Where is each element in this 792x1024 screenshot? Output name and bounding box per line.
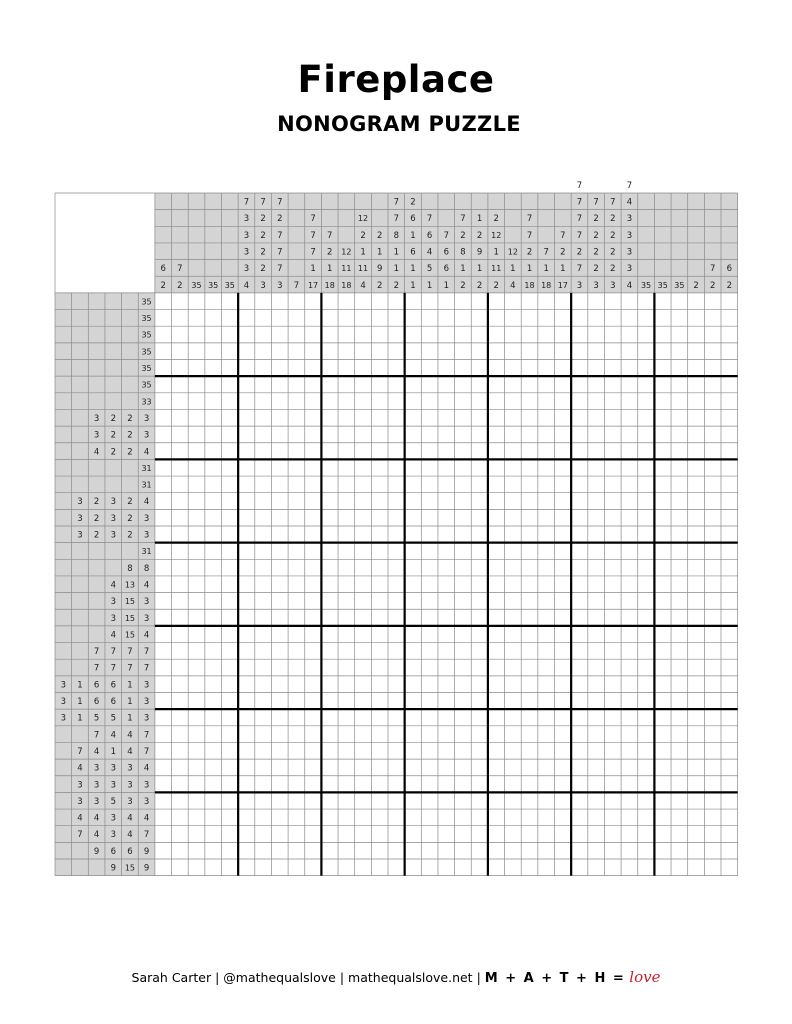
row-clue-number: 35 [141, 380, 152, 390]
column-clue-number: 2 [260, 264, 266, 275]
row-clue-number: 2 [127, 513, 133, 524]
column-clue-number: 3 [626, 264, 633, 275]
column-clue-number: 2 [393, 280, 400, 291]
row-clue-number: 9 [143, 846, 150, 857]
row-clue-number: 3 [143, 713, 150, 724]
column-clue-number: 12 [357, 214, 369, 224]
column-clue-number: 35 [674, 280, 685, 290]
row-clue-number: 15 [124, 597, 136, 607]
column-clue-number: 2 [526, 247, 533, 258]
column-clue-number: 7 [576, 214, 583, 225]
row-clue-number: 15 [124, 613, 136, 623]
row-clue-number: 15 [124, 863, 136, 873]
column-clue-number: 6 [160, 264, 166, 275]
row-clue-number: 3 [110, 530, 116, 541]
row-clue-number: 4 [143, 630, 150, 641]
column-clue-number: 4 [243, 280, 250, 291]
column-clue-number: 2 [593, 230, 599, 241]
row-clue-number: 6 [110, 846, 116, 857]
column-clue-number: 7 [576, 197, 583, 208]
column-clue-number: 7 [426, 214, 433, 225]
row-clue-number: 4 [93, 813, 100, 824]
column-clue-number: 2 [693, 280, 699, 291]
column-clue-number: 2 [476, 280, 483, 291]
row-clue-number: 3 [143, 530, 150, 541]
row-clue-number: 35 [141, 330, 152, 340]
column-clue-number: 1 [560, 264, 566, 275]
column-clue-number: 6 [443, 264, 449, 275]
column-clue-number: 12 [491, 230, 502, 240]
row-clue-number: 3 [110, 513, 116, 524]
column-clue-number: 8 [393, 230, 400, 241]
row-clue-number: 7 [110, 647, 116, 658]
row-clue-number: 1 [127, 713, 133, 724]
column-clue-number: 7 [277, 247, 283, 258]
column-clue-number: 7 [310, 247, 316, 258]
row-clue-number: 2 [127, 447, 133, 458]
row-clue-number: 3 [127, 796, 133, 807]
row-clue-number: 4 [127, 746, 133, 757]
row-clue-number: 2 [127, 530, 133, 541]
footer-handle: @mathequalslove [223, 970, 336, 985]
column-clue-number: 1 [443, 280, 449, 291]
row-clue-number: 7 [77, 746, 83, 757]
column-clue-number: 4 [626, 280, 633, 291]
row-clue-number: 3 [77, 513, 83, 524]
row-clue-number: 3 [110, 497, 116, 508]
row-clue-number: 35 [141, 314, 152, 324]
column-clue-number: 7 [293, 280, 300, 291]
row-clue-number: 7 [143, 647, 150, 658]
row-clue-number: 6 [110, 697, 116, 708]
row-clue-number: 4 [110, 580, 116, 591]
column-clue-number: 1 [460, 264, 466, 275]
row-clue-number: 31 [141, 463, 152, 473]
row-clue-number: 5 [110, 796, 116, 807]
footer-separator: | [215, 970, 220, 985]
row-clue-number: 7 [143, 730, 150, 741]
row-clue-number: 4 [93, 447, 100, 458]
column-clue-number: 2 [493, 280, 499, 291]
row-clue-number: 2 [110, 447, 116, 458]
column-clue-number: 7 [277, 197, 283, 208]
row-clue-number: 1 [127, 697, 133, 708]
column-clue-number: 6 [410, 214, 416, 225]
column-clue-number: 2 [260, 230, 266, 241]
column-clue-number: 2 [576, 247, 583, 258]
column-clue-number: 7 [709, 264, 716, 275]
column-clue-number: 35 [191, 280, 202, 290]
row-clue-number: 3 [143, 697, 150, 708]
row-clue-number: 3 [110, 780, 116, 791]
column-clue-number: 1 [410, 280, 416, 291]
column-clue-number: 4 [360, 280, 366, 291]
column-clue-number: 2 [460, 280, 466, 291]
column-clue-number: 17 [557, 280, 568, 290]
row-clue-number: 3 [143, 613, 150, 624]
row-clue-number: 35 [141, 297, 152, 307]
row-clue-number: 3 [77, 530, 83, 541]
column-clue-number: 7 [243, 197, 250, 208]
row-clue-number: 2 [127, 430, 133, 441]
column-clue-number: 1 [360, 247, 366, 258]
column-clue-number: 6 [410, 247, 416, 258]
column-clue-number: 1 [393, 247, 400, 258]
row-clue-number: 3 [77, 497, 83, 508]
column-clue-number: 1 [310, 264, 316, 275]
column-clue-number: 2 [376, 230, 383, 241]
row-clue-number: 31 [141, 547, 152, 557]
row-clue-number: 2 [127, 413, 133, 424]
row-clue-number: 2 [110, 430, 116, 441]
column-clue-number: 7 [576, 264, 583, 275]
row-clue-number: 9 [93, 846, 100, 857]
page-title: Fireplace [297, 58, 495, 101]
column-clue-number: 3 [626, 214, 633, 225]
column-clue-number: 7 [177, 264, 183, 275]
column-clue-number: 9 [376, 264, 383, 275]
row-clue-number: 9 [110, 863, 116, 874]
row-clue-number: 4 [127, 730, 133, 741]
column-clue-number: 4 [510, 280, 516, 291]
row-clue-number: 1 [127, 680, 133, 691]
column-clue-number: 2 [376, 280, 383, 291]
column-clue-number: 9 [476, 247, 483, 258]
column-clue-number: 7 [277, 230, 283, 241]
column-clue-number: 4 [426, 247, 433, 258]
column-clue-number: 7 [460, 214, 466, 225]
column-clue-number: 1 [410, 230, 416, 241]
column-clue-number: 5 [426, 264, 433, 275]
column-clue-number: 2 [726, 280, 733, 291]
column-clue-number: 7 [260, 197, 266, 208]
row-clue-number: 3 [60, 713, 67, 724]
column-clue-number: 3 [593, 280, 599, 291]
row-clue-number: 6 [93, 680, 100, 691]
column-clue-number: 7 [626, 180, 633, 191]
column-clue-number: 7 [526, 214, 533, 225]
footer-site: mathequalslove.net [348, 970, 473, 985]
column-clue-number: 2 [709, 280, 716, 291]
row-clue-number: 3 [77, 780, 83, 791]
column-clue-number: 11 [491, 264, 502, 274]
column-clue-number: 2 [260, 214, 266, 225]
row-clue-number: 3 [110, 613, 116, 624]
row-clue-number: 2 [93, 530, 100, 541]
row-clue-number: 4 [143, 447, 150, 458]
column-clue-number: 7 [560, 230, 566, 241]
column-clue-number: 3 [243, 214, 250, 225]
footer-separator: | [339, 970, 345, 985]
column-clue-number: 6 [426, 230, 433, 241]
row-clue-number: 3 [93, 430, 100, 441]
footer-author: Sarah Carter [131, 970, 212, 985]
row-clue-number: 7 [127, 647, 133, 658]
column-clue-number: 2 [460, 230, 466, 241]
row-clue-number: 7 [110, 663, 116, 674]
column-clue-number: 1 [393, 264, 400, 275]
column-clue-number: 1 [426, 280, 433, 291]
row-clue-number: 3 [143, 796, 150, 807]
row-clue-number: 7 [77, 830, 83, 841]
row-clue-number: 6 [93, 697, 100, 708]
row-clue-number: 1 [77, 680, 83, 691]
column-clue-number: 7 [310, 214, 316, 225]
row-clue-number: 4 [143, 580, 150, 591]
column-clue-number: 1 [327, 264, 333, 275]
column-clue-number: 2 [593, 264, 599, 275]
row-clue-number: 4 [127, 813, 133, 824]
column-clue-number: 7 [526, 230, 533, 241]
row-clue-number: 7 [143, 663, 150, 674]
row-clue-number: 35 [141, 347, 152, 357]
column-clue-number: 6 [726, 264, 733, 275]
row-clue-number: 4 [110, 630, 116, 641]
row-clue-number: 3 [143, 780, 150, 791]
column-clue-number: 7 [610, 197, 616, 208]
footer-separator: | [476, 970, 481, 985]
column-clue-number: 12 [507, 247, 518, 257]
column-clue-number: 1 [476, 214, 483, 225]
row-clue-number: 3 [77, 796, 83, 807]
row-clue-number: 3 [143, 680, 150, 691]
row-clue-number: 3 [93, 780, 100, 791]
column-clue-number: 2 [610, 214, 616, 225]
column-clue-number: 2 [360, 230, 366, 241]
footer-love-logo: love [629, 968, 661, 986]
column-clue-number: 12 [341, 247, 352, 257]
column-clue-number: 8 [460, 247, 466, 258]
column-clue-number: 18 [324, 280, 335, 290]
row-clue-number: 13 [124, 580, 136, 590]
column-clue-number: 2 [493, 214, 499, 225]
row-clue-number: 4 [110, 730, 116, 741]
column-clue-number: 3 [626, 247, 633, 258]
row-clue-number: 7 [93, 730, 100, 741]
row-clue-number: 7 [93, 647, 100, 658]
row-clue-number: 4 [93, 746, 100, 757]
column-clue-number: 7 [576, 230, 583, 241]
row-clue-number: 2 [110, 413, 116, 424]
row-clue-number: 7 [93, 663, 100, 674]
column-clue-number: 2 [610, 230, 616, 241]
row-clue-number: 4 [143, 763, 150, 774]
row-clue-number: 3 [60, 697, 67, 708]
column-clue-number: 1 [526, 264, 533, 275]
column-clue-number: 4 [626, 197, 633, 208]
row-clue-number: 3 [93, 796, 100, 807]
row-clue-number: 4 [77, 763, 83, 774]
row-clue-number: 3 [60, 680, 67, 691]
row-clue-number: 4 [143, 497, 150, 508]
column-clue-number: 3 [576, 280, 583, 291]
row-clue-number: 2 [93, 497, 100, 508]
row-clue-number: 5 [93, 713, 100, 724]
row-clue-number: 3 [110, 597, 116, 608]
column-clue-number: 3 [243, 247, 250, 258]
column-clue-number: 3 [277, 280, 283, 291]
row-clue-number: 3 [143, 430, 150, 441]
row-clue-number: 1 [110, 746, 116, 757]
column-clue-number: 2 [593, 247, 599, 258]
column-clue-number: 7 [277, 264, 283, 275]
row-clue-number: 3 [143, 413, 150, 424]
column-clue-number: 1 [376, 247, 383, 258]
page-subtitle: NONOGRAM PUZZLE [277, 112, 521, 136]
row-clue-number: 3 [93, 413, 100, 424]
column-clue-number: 1 [510, 264, 516, 275]
row-clue-number: 9 [143, 863, 150, 874]
column-clue-number: 7 [327, 230, 333, 241]
row-clue-number: 6 [110, 680, 116, 691]
column-clue-number: 2 [593, 214, 599, 225]
column-clue-number: 2 [177, 280, 183, 291]
column-clue-number: 2 [610, 264, 616, 275]
row-clue-number: 5 [110, 713, 116, 724]
row-clue-number: 35 [141, 364, 152, 374]
column-clue-number: 35 [208, 280, 219, 290]
footer-brand: M + A + T + H = [484, 971, 626, 986]
column-clue-number: 7 [310, 230, 316, 241]
column-clue-number: 18 [341, 280, 352, 290]
column-clue-number: 2 [610, 247, 616, 258]
row-clue-number: 3 [127, 763, 133, 774]
row-clue-number: 2 [127, 497, 133, 508]
row-clue-number: 15 [124, 630, 136, 640]
column-clue-number: 2 [260, 247, 266, 258]
column-clue-number: 3 [243, 264, 250, 275]
row-clue-number: 1 [77, 697, 83, 708]
row-clue-number: 7 [143, 746, 150, 757]
column-clue-number: 11 [357, 264, 369, 274]
column-clue-number: 3 [260, 280, 266, 291]
column-clue-number: 2 [560, 247, 566, 258]
column-clue-number: 7 [576, 180, 583, 191]
row-clue-number: 8 [143, 563, 150, 574]
column-clue-number: 2 [327, 247, 333, 258]
column-clue-number: 3 [243, 230, 250, 241]
row-clue-number: 33 [141, 397, 152, 407]
column-clue-number: 3 [626, 230, 633, 241]
column-clue-number: 2 [410, 197, 416, 208]
column-clue-number: 3 [610, 280, 616, 291]
row-clue-number: 3 [110, 830, 116, 841]
row-clue-number: 3 [127, 780, 133, 791]
column-clue-number: 1 [493, 247, 499, 258]
row-clue-number: 3 [110, 763, 116, 774]
row-clue-number: 31 [141, 480, 152, 490]
column-clue-number: 7 [593, 197, 599, 208]
column-clue-number: 11 [341, 264, 352, 274]
column-clue-number: 7 [393, 197, 400, 208]
row-clue-number: 4 [143, 813, 150, 824]
column-clue-number: 35 [224, 280, 235, 290]
column-clue-number: 1 [543, 264, 549, 275]
column-clue-number: 35 [657, 280, 668, 290]
column-clue-number: 2 [476, 230, 483, 241]
column-clue-number: 2 [277, 214, 283, 225]
row-clue-number: 1 [77, 713, 83, 724]
row-clue-number: 4 [127, 830, 133, 841]
column-clue-number: 1 [410, 264, 416, 275]
column-clue-number: 6 [443, 247, 449, 258]
column-clue-number: 7 [543, 247, 549, 258]
row-clue-number: 7 [127, 663, 133, 674]
column-clue-number: 7 [393, 214, 400, 225]
row-clue-number: 6 [127, 846, 133, 857]
row-clue-number: 4 [93, 830, 100, 841]
footer [0, 968, 792, 986]
column-clue-number: 18 [541, 280, 552, 290]
row-clue-number: 3 [143, 597, 150, 608]
column-clue-number: 7 [443, 230, 449, 241]
column-clue-number: 2 [160, 280, 166, 291]
column-clue-number: 17 [307, 280, 319, 290]
row-clue-number: 3 [143, 513, 150, 524]
row-clue-number: 7 [143, 830, 150, 841]
row-clue-number: 8 [127, 563, 133, 574]
row-clue-number: 4 [77, 813, 83, 824]
column-clue-number: 35 [640, 280, 652, 290]
column-clue-number: 18 [524, 280, 535, 290]
row-clue-number: 3 [93, 763, 100, 774]
row-clue-number: 3 [110, 813, 116, 824]
row-clue-number: 2 [93, 513, 100, 524]
column-clue-number: 1 [476, 264, 483, 275]
